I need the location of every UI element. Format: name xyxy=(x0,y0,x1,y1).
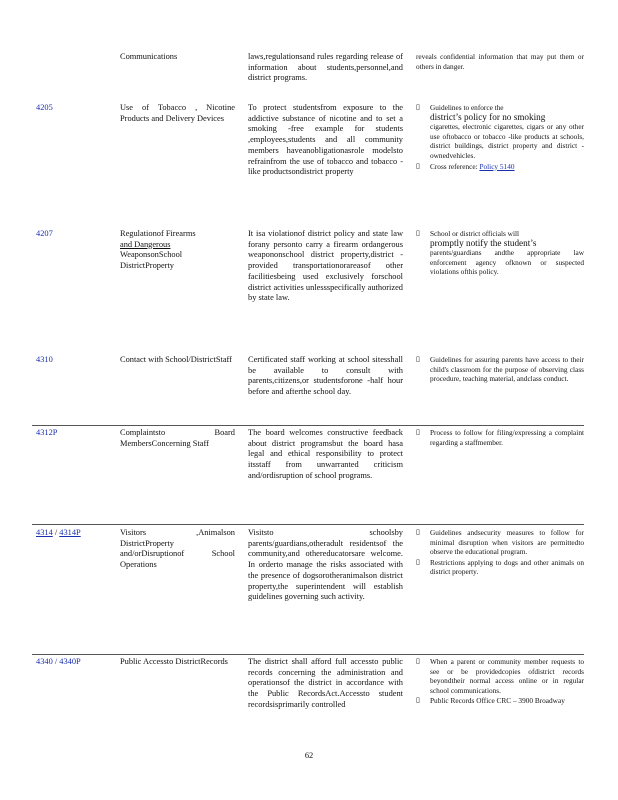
details-cell xyxy=(416,428,584,448)
purpose-text: The board welcomes constructive feedback about district programsbut the board hasa legal and ethical responsibility to protect itsstaff from unwarranted criticism and/ordisruption of school programs. xyxy=(248,428,403,480)
bullet-text: Guidelines to enforce the xyxy=(430,103,504,112)
topic-title: Complaintsto Board MembersConcerning Staff xyxy=(120,428,235,448)
purpose-text: Visitsto schoolsby parents/guardians,otheradult residentsof the community,and othereducatorsare welcome. In orderto manage the risks associated with the presence of dogsorotheranimalson district property,the superintendent will establish guidelines governing such activity. xyxy=(248,528,403,602)
bullet-item xyxy=(416,355,584,384)
topic-title: Visitors ,Animalson DistrictProperty and/orDisruptionof School Operations xyxy=(120,528,235,570)
policy-code: 4205 xyxy=(36,103,53,112)
policy-code: 4310 xyxy=(36,355,53,364)
topic-title: Use of Tobacco , Nicotine Products and Delivery Devices xyxy=(120,103,235,123)
bullet-item xyxy=(416,162,584,172)
policy-code: 4312P xyxy=(36,428,58,437)
table-row xyxy=(32,229,584,349)
details-cell xyxy=(416,355,584,385)
topic-title: Contact with School/DistrictStaff xyxy=(120,355,232,364)
bullet-text: district’s policy for no smoking xyxy=(430,111,546,122)
table-row xyxy=(32,355,584,423)
policy-code: 4207 xyxy=(36,229,53,238)
bullet-text: cigarettes, electronic cigarettes, cigars or any other use oftobacco or tobacco -like products at schools, district buildings, district property and district -ownedvehicles. xyxy=(430,122,584,160)
details-cell xyxy=(416,528,584,578)
details-cell xyxy=(416,52,584,71)
bullet-item xyxy=(416,428,584,447)
purpose-text: laws,regulationsand rules regarding release of information about students,personnel,and district programs. xyxy=(248,52,403,83)
purpose-text: Certificated staff working at school sitesshall be available to consult with parents,citizens,or studentsforone -half hour before and afterthe school day. xyxy=(248,355,403,397)
policy-link[interactable]: Policy 5140 xyxy=(479,161,515,171)
bullet-icon: ▯ xyxy=(416,557,420,566)
bullet-text: Public Records Office CRC – 3900 Broadway xyxy=(430,696,565,706)
table-row xyxy=(32,425,584,522)
details-cell xyxy=(416,657,584,707)
bullet-icon: ▯ xyxy=(416,528,420,536)
purpose-text: The district shall afford full accessto public records concerning the administration and operationsof the district in accordance with the Public RecordsAct.Accessto student recordsisprimarily controlled xyxy=(248,657,403,709)
detail-text: reveals confidential information that may put them or others in danger. xyxy=(416,52,584,71)
details-cell xyxy=(416,103,584,172)
topic-title-line: WeaponsonSchool DistrictProperty xyxy=(120,250,183,271)
bullet-item xyxy=(416,657,584,695)
bullet-text: When a parent or community member requests to see or be providedcopies ofdistrict records beyondtheir normal access online or in regular school communications. xyxy=(430,657,584,695)
topic-title: Public Accessto DistrictRecords xyxy=(120,657,228,666)
cross-reference-label: Cross reference: xyxy=(430,161,478,171)
policy-link[interactable]: 4314 xyxy=(36,528,53,537)
details-cell xyxy=(416,229,584,278)
topic-title: Communications xyxy=(120,52,178,61)
bullet-item xyxy=(416,229,584,277)
purpose-text: To protect studentsfrom exposure to the addictive substance of nicotine and to set a smoking -free example for students ,employees,students and all community members haveanobligationasrole modelsto refrainfrom the use of tobacco and tobacco -like productsondistrict property xyxy=(248,103,403,177)
bullet-item xyxy=(416,558,584,577)
table-row xyxy=(32,654,584,747)
bullet-icon: ▯ xyxy=(416,657,420,665)
bullet-icon: ▯ xyxy=(416,229,420,237)
bullet-text: Guidelines andsecurity measures to follow for minimal disruption when visitors are permittedto observe the educational program. xyxy=(430,528,584,557)
page-number: 62 xyxy=(304,751,314,760)
bullet-text: Process to follow for filing/expressing a complaint regarding a staffmember. xyxy=(430,428,584,447)
bullet-icon: ▯ xyxy=(416,161,420,170)
bullet-text: Restrictions applying to dogs and other animals on district property. xyxy=(430,557,584,577)
bullet-item xyxy=(416,696,584,706)
bullet-text: promptly notify the student’s xyxy=(430,237,537,248)
bullet-icon: ▯ xyxy=(416,103,420,111)
bullet-text: Guidelines for assuring parents have access to their child's classroom for the purpose of observing class procedure, teaching material, andclass conduct. xyxy=(430,355,584,384)
policy-code xyxy=(36,528,116,539)
bullet-icon: ▯ xyxy=(416,696,420,705)
topic-title xyxy=(120,229,235,272)
bullet-item xyxy=(416,103,584,161)
bullet-item xyxy=(416,528,584,557)
topic-title-line: Regulationof Firearms xyxy=(120,229,196,238)
policy-link[interactable]: 4314P xyxy=(59,528,81,537)
bullet-text: School or district officials will xyxy=(430,229,520,238)
bullet-icon: ▯ xyxy=(416,428,420,436)
code-separator: / xyxy=(52,528,60,537)
bullet-icon: ▯ xyxy=(416,355,420,363)
table-row xyxy=(32,52,584,94)
bullet-text: parents/guardians andthe appropriate law enforcement agency ofknown or suspected violations ofthis policy. xyxy=(430,248,584,277)
topic-title-line: and Dangerous xyxy=(120,239,171,249)
purpose-text: It isa violationof district policy and state law forany personto carry a firearm ordangerous weapononschool district property,district -provided transportationorareasof other facilitiesbeing used exclusively forschool district activities unlessspecifically authorized by state law. xyxy=(248,229,403,303)
table-row xyxy=(32,103,584,227)
table-row xyxy=(32,524,584,651)
policy-code: 4340 / 4340P xyxy=(36,657,81,666)
